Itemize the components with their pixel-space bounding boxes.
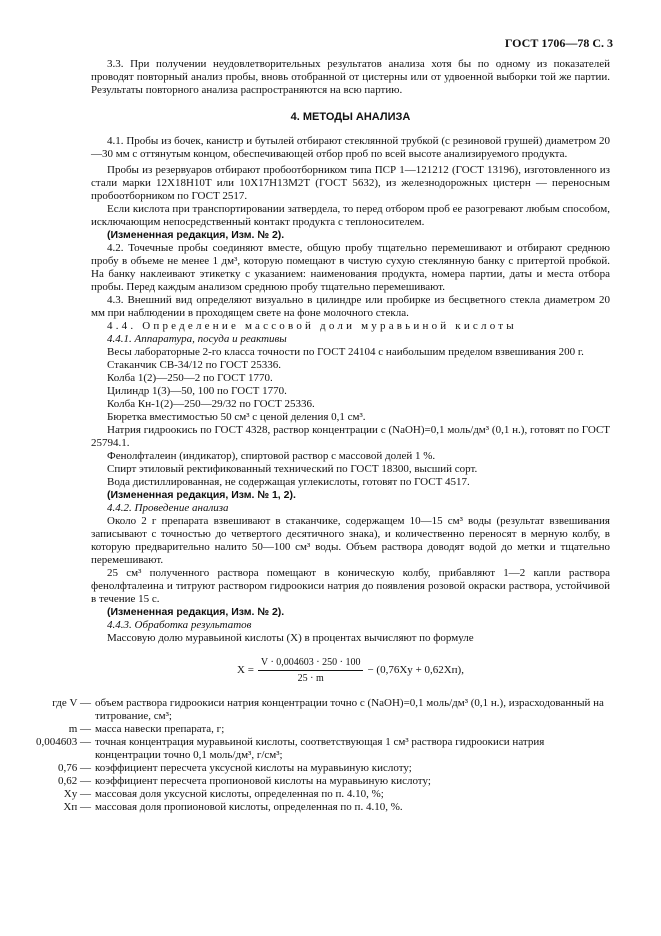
reagent-ethanol: Спирт этиловый ректификованный технический по ГОСТ 18300, высший сорт. <box>107 463 478 475</box>
formula-numerator: V · 0,004603 · 250 · 100 <box>258 656 364 671</box>
revision-note: (Измененная редакция, Изм. № 2). <box>107 229 285 241</box>
subsection-4-4-1: 4.4.1. Аппаратура, посуда и реактивы <box>107 333 287 345</box>
paragraph-4-4-heading: 4.4. Определение массовой доли муравьиной кислоты <box>107 320 517 332</box>
paragraph-3-3: 3.3. При получении неудовлетворительных результатов анализа хотя бы по одному из показателей проводят повторный анализ пробы, вновь отобранной от цистерны или от удвоенной выборки той же партии. Результаты повторного анализа распространяются на всю партию. <box>91 58 610 96</box>
paragraph-4-1-frozen: Если кислота при транспортировании затвердела, то перед отбором проб ее разогревают любым способом, исключающим непосредственный контакт продукта с теплоносителем. <box>91 203 610 228</box>
definition-text: объем раствора гидроокиси натрия концентрации точно c (NaOH)=0,1 моль/дм³ (0,1 н.), израсходованный на титрование, см³; <box>95 697 604 722</box>
formula-lhs: X = <box>237 664 254 676</box>
definition-row <box>58 762 610 775</box>
running-header: ГОСТ 1706—78 С. 3 <box>504 36 613 50</box>
definition-text: массовая доля пропионовой кислоты, определенная по п. 4.10, %. <box>95 801 403 813</box>
reagent-phenolphthalein: Фенолфталеин (индикатор), спиртовой раствор с массовой долей 1 %. <box>107 450 436 462</box>
formula-tail: − (0,76Xу + 0,62Xп), <box>367 664 464 676</box>
definition-symbol: Xп — <box>63 801 91 813</box>
definition-row <box>58 775 610 788</box>
reagent-naoh: Натрия гидроокись по ГОСТ 4328, раствор концентрации c (NaOH)=0,1 моль/дм³ (0,1 н.), готовят по ГОСТ 25794.1. <box>91 424 610 449</box>
equipment-conical-flask: Колба Кн-1(2)—250—29/32 по ГОСТ 25336. <box>107 398 315 410</box>
paragraph-4-1: 4.1. Пробы из бочек, канистр и бутылей отбирают стеклянной трубкой (с резиновой грушей) диаметром 20—30 мм с оттянутым концом, обеспечивающей отбор проб по всей высоте анализируемого продукта. <box>91 135 610 160</box>
definition-symbol: 0,62 — <box>58 775 91 787</box>
definition-text: коэффициент пересчета пропионовой кислоты на муравьиную кислоту; <box>95 775 431 787</box>
formula <box>91 656 610 685</box>
section-title: 4. МЕТОДЫ АНАЛИЗА <box>290 111 411 123</box>
definition-text: масса навески препарата, г; <box>95 723 225 735</box>
definition-row <box>63 801 610 814</box>
definition-text: массовая доля уксусной кислоты, определенная по п. 4.10, %; <box>95 788 384 800</box>
definition-symbol: 0,76 — <box>58 762 91 774</box>
definition-symbol: Xу — <box>63 788 91 800</box>
subsection-4-4-2: 4.4.2. Проведение анализа <box>107 502 229 514</box>
definition-row <box>36 736 610 762</box>
definition-symbol: 0,004603 — <box>36 736 91 748</box>
paragraph-4-2: 4.2. Точечные пробы соединяют вместе, общую пробу тщательно перемешивают и отбирают среднюю пробу в объеме не менее 1 дм³, которую помещают в чистую сухую стеклянную банку с притертой пробкой. На банку наклеивают этикетку с указанием: наименования продукта, номера партии, даты и места отбора пробы. Перед каждым анализом среднюю пробу тщательно перемешивают. <box>91 242 610 293</box>
definition-row <box>68 723 610 736</box>
subsection-4-4-3: 4.4.3. Обработка результатов <box>107 619 252 631</box>
page-body <box>36 58 610 814</box>
definition-row <box>63 788 610 801</box>
variable-definitions <box>36 697 610 814</box>
formula-fraction <box>258 656 364 685</box>
revision-note: (Измененная редакция, Изм. № 2). <box>107 606 285 618</box>
definition-text: точная концентрация муравьиной кислоты, соответствующая 1 см³ раствора гидроокиси натрия концентрации точно 0,1 моль/дм³, г/см³; <box>95 736 545 761</box>
paragraph-4-3: 4.3. Внешний вид определяют визуально в цилиндре или пробирке из бесцветного стекла диаметром 20 мм при наблюдении в проходящем свете на фоне молочного стекла. <box>91 294 610 319</box>
procedure-weighing: Около 2 г препарата взвешивают в стаканчике, содержащем 10—15 см³ воды (результат взвешивания записывают с точностью до четвертого десятичного знака), и количественно переносят в мерную колбу, в которую предварительно налито 50—100 см³ воды. Объем раствора доводят водой до метки и тщательно перемешивают. <box>91 515 610 566</box>
calculation-intro: Массовую долю муравьиной кислоты (X) в процентах вычисляют по формуле <box>107 632 474 644</box>
definition-row <box>52 697 610 723</box>
paragraph-4-1-sampling: Пробы из резервуаров отбирают пробоотборником типа ПСР 1—121212 (ГОСТ 13196), изготовленного из стали марки 12Х18Н10Т или 10Х17Н13М2Т (ГОСТ 5632), из железнодорожных цистерн — переносным пробоотборником по ГОСТ 2517. <box>91 164 610 202</box>
reagent-water: Вода дистиллированная, не содержащая углекислоты, готовят по ГОСТ 4517. <box>107 476 470 488</box>
procedure-titration: 25 см³ полученного раствора помещают в коническую колбу, прибавляют 1—2 капли раствора фенолфталеина и титруют раствором гидроокиси натрия до появления розовой окраски раствора, устойчивой в течение 15 с. <box>91 567 610 605</box>
definition-symbol: где V — <box>52 697 91 709</box>
equipment-flask: Колба 1(2)—250—2 по ГОСТ 1770. <box>107 372 273 384</box>
formula-denominator: 25 · m <box>297 673 324 684</box>
revision-note: (Измененная редакция, Изм. № 1, 2). <box>107 489 296 501</box>
equipment-cylinder: Цилиндр 1(3)—50, 100 по ГОСТ 1770. <box>107 385 287 397</box>
equipment-scales: Весы лабораторные 2-го класса точности по ГОСТ 24104 с наибольшим пределом взвешивания 200 г. <box>107 346 584 358</box>
definition-symbol: m — <box>68 723 91 735</box>
equipment-burette: Бюретка вместимостью 50 см³ с ценой деления 0,1 см³. <box>107 411 366 423</box>
definition-text: коэффициент пересчета уксусной кислоты на муравьиную кислоту; <box>95 762 412 774</box>
equipment-beaker: Стаканчик СВ-34/12 по ГОСТ 25336. <box>107 359 281 371</box>
